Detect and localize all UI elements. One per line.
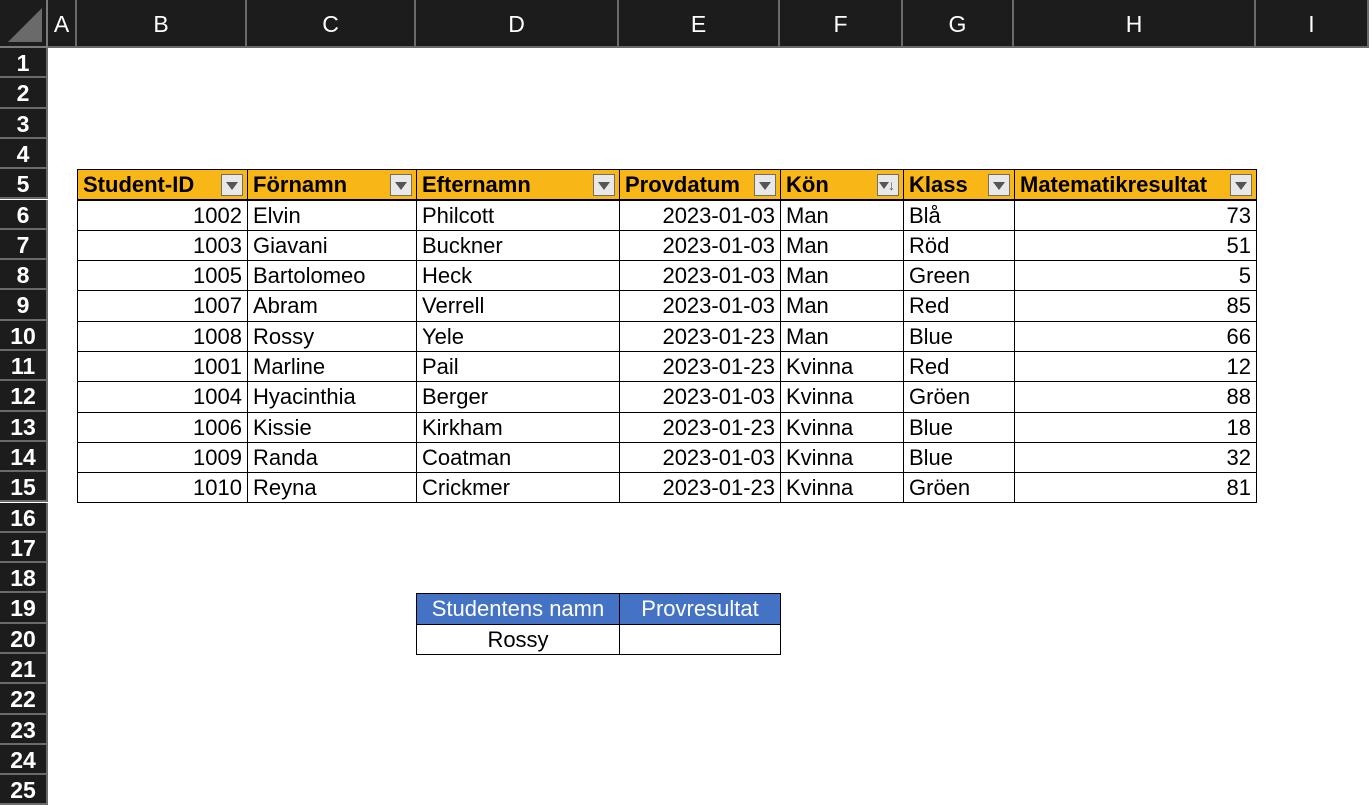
table-cell-text: 1004 <box>193 384 242 410</box>
table-cell-text: 66 <box>1226 323 1251 349</box>
table-cell-text: Red <box>909 354 950 379</box>
table-cell-text: 2023-01-23 <box>662 475 775 501</box>
table-cell[interactable] <box>619 200 781 231</box>
sort-descending-icon: ↓ <box>888 177 895 194</box>
table-cell[interactable] <box>1014 472 1257 503</box>
row-header-6[interactable]: 6 <box>0 200 48 230</box>
table-cell-text: Berger <box>422 384 489 410</box>
column-header-f[interactable]: F <box>780 0 903 48</box>
table-cell[interactable] <box>247 412 417 443</box>
row-header-21[interactable]: 21 <box>0 654 48 684</box>
table-cell[interactable] <box>619 472 781 503</box>
table-cell[interactable] <box>416 351 620 382</box>
dropdown-arrow-icon <box>759 182 771 190</box>
row-header-15[interactable]: 15 <box>0 472 48 502</box>
table-cell[interactable] <box>77 472 248 503</box>
table-cell[interactable] <box>247 321 417 352</box>
table-cell[interactable] <box>416 230 620 261</box>
table-cell-text: 1003 <box>193 232 242 258</box>
column-header-d[interactable]: D <box>416 0 619 48</box>
table-cell-text: Marline <box>253 354 326 379</box>
table-header-k-n[interactable] <box>780 169 904 200</box>
table-cell[interactable] <box>247 442 417 473</box>
lookup-header-test-result[interactable] <box>619 593 781 624</box>
table-cell-text: 2023-01-03 <box>662 263 775 289</box>
table-cell[interactable] <box>619 351 781 382</box>
table-cell[interactable] <box>1014 442 1257 473</box>
filter-dropdown-icon[interactable] <box>754 174 776 196</box>
row-header-14[interactable]: 14 <box>0 442 48 472</box>
table-cell-text: 2023-01-23 <box>662 354 775 379</box>
table-cell[interactable] <box>780 381 904 412</box>
table-cell-text: Hyacinthia <box>253 384 356 410</box>
lookup-value-student-name[interactable] <box>416 624 620 655</box>
table-cell[interactable] <box>247 290 417 321</box>
table-cell[interactable] <box>1014 290 1257 321</box>
table-cell-text: 1010 <box>193 475 242 501</box>
table-cell-text: Red <box>909 293 950 319</box>
table-cell[interactable] <box>247 260 417 291</box>
table-cell-text: Giavani <box>253 232 328 258</box>
table-header-klass-text: Klass <box>909 172 968 198</box>
table-cell-text: 1005 <box>193 263 242 289</box>
table-cell[interactable] <box>77 230 248 261</box>
table-header-f-rnamn-text: Förnamn <box>253 172 348 198</box>
table-cell-text: Kvinna <box>786 475 854 501</box>
table-cell[interactable] <box>780 351 904 382</box>
table-cell-text: Rossy <box>253 323 315 349</box>
table-cell-text: Pail <box>422 354 459 379</box>
table-cell[interactable] <box>77 381 248 412</box>
table-cell[interactable] <box>1014 351 1257 382</box>
table-cell[interactable] <box>780 442 904 473</box>
table-cell[interactable] <box>619 260 781 291</box>
table-cell-text: Bartolomeo <box>253 263 366 289</box>
row-header-22[interactable]: 22 <box>0 684 48 714</box>
table-cell[interactable] <box>780 230 904 261</box>
column-headers <box>48 0 1369 48</box>
dropdown-arrow-icon <box>1235 182 1247 190</box>
table-cell[interactable] <box>903 381 1015 412</box>
table-cell[interactable] <box>780 472 904 503</box>
dropdown-arrow-icon <box>598 182 610 190</box>
table-cell-text: Kvinna <box>786 354 854 379</box>
table-cell-text: 1006 <box>193 414 242 440</box>
table-header-efternamn[interactable] <box>416 169 620 200</box>
table-cell-text: 81 <box>1226 475 1251 501</box>
row-header-13[interactable]: 13 <box>0 412 48 442</box>
sort-filter-icon[interactable] <box>877 174 899 196</box>
table-cell-text: Verrell <box>422 293 485 319</box>
row-header-3[interactable]: 3 <box>0 109 48 139</box>
table-cell-text: 1001 <box>193 354 242 379</box>
table-cell-text: 1002 <box>193 202 242 228</box>
table-cell[interactable] <box>619 412 781 443</box>
table-header-klass[interactable] <box>903 169 1015 200</box>
table-cell-text: Kvinna <box>786 444 854 470</box>
table-cell[interactable] <box>619 230 781 261</box>
row-header-10[interactable]: 10 <box>0 321 48 351</box>
table-cell[interactable] <box>903 230 1015 261</box>
table-cell[interactable] <box>903 200 1015 231</box>
dropdown-arrow-icon <box>395 182 407 190</box>
table-cell[interactable] <box>903 442 1015 473</box>
table-cell[interactable] <box>619 321 781 352</box>
table-cell-text: Blue <box>909 414 954 440</box>
table-cell-text: 2023-01-23 <box>662 323 775 349</box>
lookup-header-student-name[interactable] <box>416 593 620 624</box>
row-header-9[interactable]: 9 <box>0 290 48 320</box>
table-cell[interactable] <box>247 351 417 382</box>
table-cell[interactable] <box>416 412 620 443</box>
table-cell[interactable] <box>903 321 1015 352</box>
table-cell-text: Yele <box>422 323 465 349</box>
table-cell[interactable] <box>903 351 1015 382</box>
table-cell[interactable] <box>780 200 904 231</box>
table-cell-text: 2023-01-23 <box>662 414 775 440</box>
table-cell[interactable] <box>247 381 417 412</box>
lookup-header-test-result-text: Provresultat <box>641 596 759 622</box>
row-header-17[interactable]: 17 <box>0 533 48 563</box>
table-cell[interactable] <box>77 442 248 473</box>
table-cell-text: 1007 <box>193 293 242 319</box>
row-header-8[interactable]: 8 <box>0 260 48 290</box>
row-header-1[interactable]: 1 <box>0 48 48 78</box>
table-cell-text: 5 <box>1238 263 1251 289</box>
select-all-corner[interactable] <box>0 0 48 48</box>
table-cell-text: Blue <box>909 323 954 349</box>
table-cell-text: 2023-01-03 <box>662 444 775 470</box>
filter-dropdown-icon[interactable] <box>988 174 1010 196</box>
table-cell-text: Gröen <box>909 475 971 501</box>
table-cell[interactable] <box>77 260 248 291</box>
table-cell[interactable] <box>416 442 620 473</box>
row-header-12[interactable]: 12 <box>0 381 48 411</box>
table-cell-text: 12 <box>1226 354 1251 379</box>
dropdown-arrow-icon <box>226 182 238 190</box>
table-cell-text: Abram <box>253 293 318 319</box>
filter-dropdown-icon[interactable] <box>221 174 243 196</box>
table-cell-text: Man <box>786 323 829 349</box>
table-cell[interactable] <box>77 200 248 231</box>
table-cell-text: 18 <box>1226 414 1251 440</box>
table-header-efternamn-text: Efternamn <box>422 172 531 198</box>
table-cell[interactable] <box>247 472 417 503</box>
column-header-i[interactable]: I <box>1256 0 1369 48</box>
table-cell[interactable] <box>77 290 248 321</box>
table-cell-text: Reyna <box>253 475 317 501</box>
dropdown-arrow-icon <box>993 182 1005 190</box>
row-headers <box>0 48 48 804</box>
table-cell-text: Gröen <box>909 384 971 410</box>
table-cell-text: Blå <box>909 202 941 228</box>
row-header-5[interactable]: 5 <box>0 169 48 199</box>
table-cell-text: 2023-01-03 <box>662 293 775 319</box>
table-cell-text: 51 <box>1226 232 1251 258</box>
table-cell[interactable] <box>416 260 620 291</box>
table-cell-text: Heck <box>422 263 473 289</box>
table-cell-text: 73 <box>1226 202 1251 228</box>
table-cell-text: Buckner <box>422 232 503 258</box>
filter-dropdown-icon[interactable] <box>390 174 412 196</box>
table-cell-text: Man <box>786 263 829 289</box>
table-cell[interactable] <box>903 472 1015 503</box>
table-cell-text: Crickmer <box>422 475 510 501</box>
column-header-b[interactable]: B <box>77 0 247 48</box>
row-header-25[interactable]: 25 <box>0 775 48 805</box>
table-cell[interactable] <box>903 260 1015 291</box>
table-header-matematikresultat-text: Matematikresultat <box>1020 172 1208 198</box>
row-header-2[interactable]: 2 <box>0 78 48 108</box>
table-cell[interactable] <box>780 260 904 291</box>
row-header-7[interactable]: 7 <box>0 230 48 260</box>
row-header-23[interactable]: 23 <box>0 715 48 745</box>
lookup-value-student-name-text: Rossy <box>487 626 549 652</box>
table-cell[interactable] <box>1014 200 1257 231</box>
table-cell-text: 2023-01-03 <box>662 202 775 228</box>
table-cell-text: Philcott <box>422 202 495 228</box>
table-cell-text: Blue <box>909 444 954 470</box>
table-cell-text: 1009 <box>193 444 242 470</box>
table-cell[interactable] <box>416 472 620 503</box>
table-cell[interactable] <box>416 200 620 231</box>
column-header-e[interactable]: E <box>619 0 780 48</box>
table-header-k-n-text: Kön <box>786 172 829 198</box>
table-cell[interactable] <box>780 321 904 352</box>
table-cell-text: Röd <box>909 232 950 258</box>
table-cell[interactable] <box>780 412 904 443</box>
select-all-triangle-icon <box>8 8 42 42</box>
table-header-student-id-text: Student-ID <box>83 172 195 198</box>
table-cell[interactable] <box>77 321 248 352</box>
table-header-provdatum-text: Provdatum <box>625 172 740 198</box>
table-cell[interactable] <box>1014 412 1257 443</box>
table-cell-text: Man <box>786 202 829 228</box>
column-header-h[interactable]: H <box>1014 0 1256 48</box>
row-header-11[interactable]: 11 <box>0 351 48 381</box>
column-header-c[interactable]: C <box>247 0 416 48</box>
table-cell[interactable] <box>416 321 620 352</box>
table-header-matematikresultat[interactable] <box>1014 169 1257 200</box>
row-header-24[interactable]: 24 <box>0 745 48 775</box>
table-cell[interactable] <box>780 290 904 321</box>
table-cell[interactable] <box>1014 321 1257 352</box>
row-header-20[interactable]: 20 <box>0 624 48 654</box>
table-cell[interactable] <box>416 290 620 321</box>
table-cell-text: Kvinna <box>786 414 854 440</box>
table-cell-text: Kvinna <box>786 384 854 410</box>
table-cell[interactable] <box>903 412 1015 443</box>
table-cell[interactable] <box>416 381 620 412</box>
table-cell-text: Kissie <box>253 414 312 440</box>
lookup-header-student-name-text: Studentens namn <box>431 596 605 622</box>
table-cell-text: Elvin <box>253 202 301 228</box>
table-cell-text: 1008 <box>193 323 242 349</box>
table-header-student-id[interactable] <box>77 169 248 200</box>
column-header-a[interactable]: A <box>48 0 77 48</box>
table-cell[interactable] <box>1014 381 1257 412</box>
table-cell-text: Coatman <box>422 444 512 470</box>
table-cell-text: Man <box>786 293 829 319</box>
table-cell-text: Kirkham <box>422 414 503 440</box>
table-cell[interactable] <box>247 200 417 231</box>
filter-dropdown-icon[interactable] <box>1230 174 1252 196</box>
lookup-value-test-result[interactable] <box>619 624 781 655</box>
table-cell[interactable] <box>619 290 781 321</box>
table-cell-text: 88 <box>1226 384 1251 410</box>
row-header-16[interactable]: 16 <box>0 503 48 533</box>
row-header-4[interactable]: 4 <box>0 139 48 169</box>
row-header-19[interactable]: 19 <box>0 593 48 623</box>
table-cell[interactable] <box>1014 230 1257 261</box>
table-cell-text: Green <box>909 263 971 289</box>
table-cell[interactable] <box>619 381 781 412</box>
table-cell-text: 85 <box>1226 293 1251 319</box>
table-cell[interactable] <box>77 351 248 382</box>
table-cell-text: 2023-01-03 <box>662 232 775 258</box>
filter-dropdown-icon[interactable] <box>593 174 615 196</box>
table-header-provdatum[interactable] <box>619 169 781 200</box>
table-cell-text: 32 <box>1226 444 1251 470</box>
row-header-18[interactable]: 18 <box>0 563 48 593</box>
table-header-f-rnamn[interactable] <box>247 169 417 200</box>
table-cell[interactable] <box>1014 260 1257 291</box>
table-cell[interactable] <box>77 412 248 443</box>
table-cell[interactable] <box>903 290 1015 321</box>
table-cell[interactable] <box>619 442 781 473</box>
column-header-g[interactable]: G <box>903 0 1014 48</box>
table-cell-text: Man <box>786 232 829 258</box>
table-cell[interactable] <box>247 230 417 261</box>
table-cell-text: 2023-01-03 <box>662 384 775 410</box>
table-cell-text: Randa <box>253 444 318 470</box>
